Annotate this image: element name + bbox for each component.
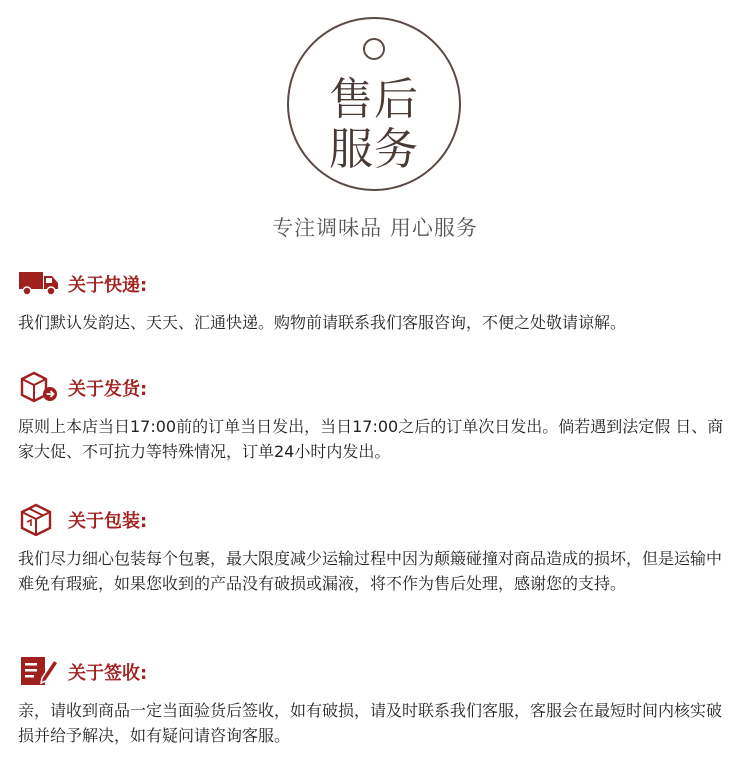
section-header (18, 370, 732, 404)
shipping-box-icon (18, 370, 62, 404)
section-title: 关于发货: (68, 379, 148, 400)
section-header (18, 266, 732, 300)
section-title: 关于快递: (68, 275, 148, 296)
sign-form-icon (18, 654, 62, 688)
section-delivery (18, 266, 732, 335)
tag-hole-icon (363, 38, 385, 60)
slogan: 专注调味品 用心服务 (272, 216, 478, 240)
section-body: 原则上本店当日17:00前的订单当日发出，当日17:00之后的订单次日发出。倘若遇到法定假 日、商家大促、不可抗力等特殊情况，订单24小时内发出。 (18, 417, 724, 461)
section-title: 关于签收: (68, 663, 148, 684)
section-body: 我们默认发韵达、天天、汇通快递。购物前请联系我们客服咨询，不便之处敬请谅解。 (18, 313, 627, 332)
after-sales-badge (287, 17, 461, 191)
package-icon (18, 502, 62, 536)
badge-title-line2: 服务 (329, 124, 419, 175)
delivery-truck-icon (18, 266, 62, 300)
section-title: 关于包装: (68, 511, 148, 532)
section-header (18, 654, 732, 688)
section-shipping (18, 370, 732, 464)
section-packaging (18, 502, 732, 596)
section-header (18, 502, 732, 536)
section-body: 我们尽力细心包装每个包裹，最大限度减少运输过程中因为颠簸碰撞对商品造成的损坏，但是运输中难免有瑕疵，如果您收到的产品没有破损或漏液，将不作为售后处理，感谢您的支持。 (18, 549, 723, 593)
section-signing (18, 654, 732, 748)
section-body: 亲，请收到商品一定当面验货后签收，如有破损，请及时联系我们客服，客服会在最短时间内核实破损并给予解决，如有疑问请咨询客服。 (18, 701, 723, 745)
badge-title-line1: 售后 (329, 74, 419, 125)
